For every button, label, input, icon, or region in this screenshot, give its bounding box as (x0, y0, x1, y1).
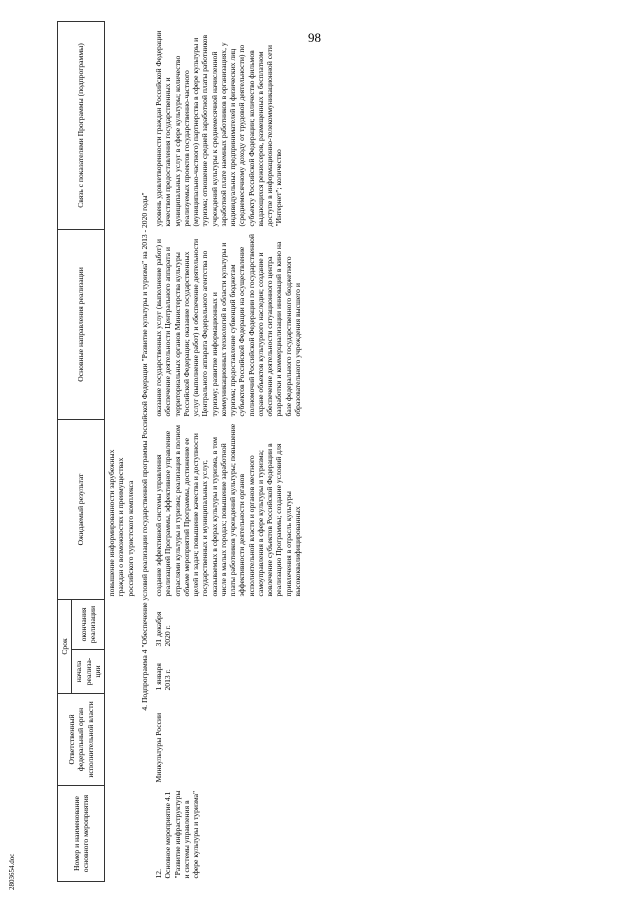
header-indicators: Связь с показателями Программы (подпрограммы) (58, 21, 105, 229)
row-name: Основное мероприятие 4.1 "Развитие инфраструктуры и системы управления в сфере культуры и туризма" (163, 790, 200, 879)
header-end: окончания реализации (72, 599, 105, 649)
row-start: 1 января 2013 г. (154, 663, 173, 691)
header-directions: Основные направления реализации (58, 229, 105, 419)
continuation-row (105, 21, 137, 881)
page-number: 98 (308, 30, 321, 45)
row-agency: Минкультуры России (154, 712, 163, 783)
header-result: Ожидаемый результат (58, 419, 105, 599)
row-number: 12. (154, 869, 163, 879)
section-row (137, 21, 152, 881)
header-term: Срок (58, 599, 72, 693)
measures-table (57, 21, 576, 882)
continuation-result: повышение информированности зарубежных граждан о возможностях и преимуществах российского туристского комплекса (107, 449, 135, 597)
header-row (58, 21, 72, 881)
rotated-table-container (57, 22, 617, 882)
header-start: начала реализа-ции (72, 650, 105, 694)
header-agency: Ответственный федеральный орган исполнительной власти (58, 694, 105, 786)
row-result: создание эффективной системы управления реализацией Программы, эффективное управление отраслями культуры и туризма; реализация в полном объеме мероприятий Программы, достижение ее целей и задач; повышение качества и доступности государственных и муниципальных услуг, оказываемых в сферах культуры и туризма, в том числе в малых городах; повышение заработной платы работников учреждений культуры; повышение эффективности деятельности органов исполнительной власти и органов местного самоуправления в сфере культуры и туризма; вовлечение субъектов Российской Федерации в реализацию Программы; создание условий для привлечения в отрасль культуры высококвалифицированных (154, 423, 302, 597)
header-number-name: Номер и наименование основного мероприятия (58, 786, 105, 882)
footer-doc-name: 2803654.doc (8, 853, 16, 890)
section-title: 4. Подпрограмма 4 "Обеспечение условий реализации государственной программы Российской Федерации "Развитие культуры и туризма" на 2013 - 2020 годы" (139, 192, 149, 711)
row-indicators: уровень удовлетворенности граждан Российской Федерации качеством предоставления государственных и муниципальных услуг в сфере культуры; количество реализуемых проектов государственно-частного (муниципально-частного) партнерства в сфере культуры и туризма; отношение средней заработной платы работников учреждений культуры к среднемесячной начисленной заработной плате наемных работников в организациях, у индивидуальных предпринимателей и физических лиц (среднемесячному доходу от трудовой деятельности) по субъекту Российской Федерации; количество фильмов выдающихся режиссеров, размещенных в бесплатном доступе в информационно-телекоммуникационной сети "Интернет"; количество (154, 30, 284, 227)
row-directions: оказание государственных услуг (выполнение работ) и обеспечение деятельности Центрального аппарата и территориальных органов Министерства культуры Российской Федерации; оказание государственных услуг (выполнение работ) и обеспечение деятельности Центрального аппарата Федерального агентства по туризму; развитие информационных и коммуникационных технологий в области культуры и туризма; предоставление субвенций бюджетам субъектов Российской Федерации на осуществление полномочий Российской Федерации по государственной охране объектов культурного наследия; создание и обеспечение деятельности ситуационного центра разработки и коммерциализации инноваций в кино на базе федерального государственного бюджетного образовательного учреждения высшего и (154, 234, 302, 417)
table-row (152, 21, 576, 881)
row-end: 31 декабря 2020 г. (154, 611, 173, 647)
